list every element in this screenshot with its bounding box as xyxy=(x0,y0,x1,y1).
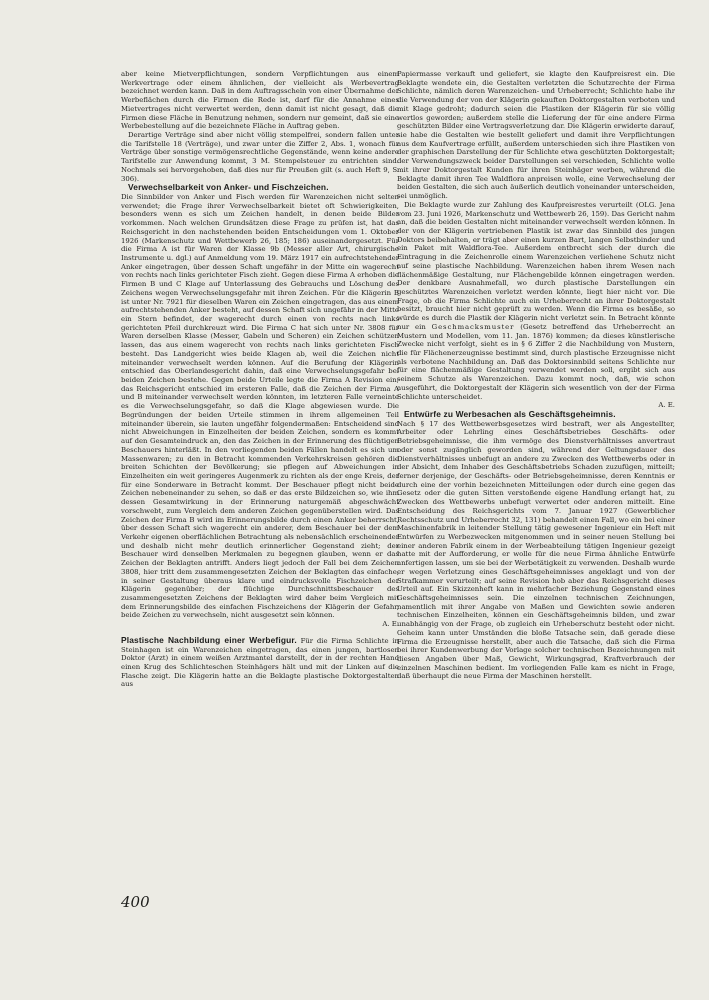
paragraph: Derartige Verträge sind aber nicht völlig stempelfrei, sondern fallen unter die Tarifstelle 18 (Verträge), und zwar unter die Ziffer 2, Abs. 1, wonach für Verträge über sonstige vermögensrechtliche Gegenstände, wenn keine andere Tarifstelle zur Anwendung kommt, 3 M. Stempelsteuer zu entrichten sind. Nochmals sei hervorgehoben, daß dies nur für Preußen gilt (s. auch Heft 9, S. 306). xyxy=(121,131,399,183)
page-number: 400 xyxy=(121,893,150,911)
author-signature: A. E. xyxy=(382,620,399,629)
section-heading-plastic-figure: Plastische Nachbildung einer Werbefigur. xyxy=(121,634,297,645)
paragraph: Papiermasse verkauft und geliefert, sie klagte den Kaufpreisrest ein. Die Beklagte wendete ein, die Gestalten verletzten die Schutzrechte der Firma Schlichte, nämlich deren Warenzeichen- und Urheberrecht; Schlichte habe ihr die Verwendung der von der Klägerin gekauften Doktorgestalten verboten und mit Klage gedroht; dadurch seien die Plastiken der Klägerin für sie völlig wertlos geworden; außerdem stelle die Lieferung der für eine andere Firma geschützten Bilder eine Vertragsverletzung dar. Die Klägerin erwiderte darauf, sie habe die Gestalten wie bestellt geliefert und damit ihre Verpflichtungen aus dem Kaufvertrage erfüllt, außerdem unterschieden sich ihre Plastiken von der graphischen Darstellung der für Schlichte etwa geschützten Doktorgestalt; der Verwendungszweck beider Darstellungen sei verschieden, Schlichte wolle mit ihrer Doktorgestalt Kunden für ihren Steinhäger werben, während die Beklagte damit ihren Tee Waldflora anpreisen wolle, eine Verwechselung der beiden Gestalten, die sich auch äußerlich deutlich voneinander unterscheiden, sei unmöglich. xyxy=(397,70,675,201)
paragraph: Nach § 17 des Wettbewerbsgesetzes wird bestraft, wer als Angestellter, Arbeiter oder Lehrling eines Geschäftsbetriebes Geschäfts- oder Betriebsgeheimnisse, die ihm vermöge des Dienstverhältnisses anvertraut oder sonst zugänglich geworden sind, während der Geltungsdauer des Dienstverhältnisses unbefugt an andere zu Zwecken des Wettbewerbs oder in der Absicht, dem Inhaber des Geschäftsbetriebs Schaden zuzufügen, mitteilt; ferner derjenige, der Geschäfts- oder Betriebsgeheimnisse, deren Kenntnis er durch eine der vorhin bezeichneten Mitteilungen oder durch eine gegen das Gesetz oder die guten Sitten verstoßende eigene Handlung erlangt hat, zu Zwecken des Wettbewerbs unbefugt verwertet oder anderen mitteilt. Eine Entscheidung des Reichsgerichts vom 7. Januar 1927 (Gewerblicher Rechtsschutz und Urheberrecht 32, 131) behandelt einen Fall, wo ein bei einer Maschinenfabrik in leitender Stellung tätig gewesener Ingenieur ein Heft mit Entwürfen zu Werbezwecken mitgenommen und in seiner neuen Stellung bei einer anderen Fabrik einem in der Werbeabteilung tätigen Ingenieur gezeigt hatte mit der Aufforderung, er wolle für die neue Firma ähnliche Entwürfe anfertigen lassen, um sie bei der Werbetätigkeit zu verwenden. Deshalb wurde er wegen Verletzung eines Geschäftsgeheimnisses angeklagt und von der Strafkammer verurteilt; auf seine Revision hob aber das Reichsgericht dieses Urteil auf. Ein Skizzenheft kann in mehrfacher Beziehung Gegenstand eines Geschäftsgeheimnisses sein. Die einzelnen technischen Zeichnungen, namentlich mit ihrer Angabe von Maßen und Gewichten sowie anderen technischen Einzelheiten, können ein Geschäftsgeheimnis bilden, und zwar unabhängig von der Frage, ob zugleich ein Urheberschutz besteht oder nicht. Geheim kann unter Umständen die bloße Tatsache sein, daß gerade diese Firma die Erzeugnisse herstellt, aber auch die Tatsache, daß sich die Firma bei ihrer Kundenwerbung der Vorlage solcher technischen Bezeichnungen mit diesen Angaben über Maß, Gewicht, Wirkungsgrad, Kraftverbrauch der einzelnen Maschinen bedient. Im vorliegenden Falle kam es nicht in Frage, daß überhaupt die neue Firma der Maschinen herstellt. xyxy=(397,419,675,681)
paragraph-text: (Gesetz betreffend das Urheberrecht an Mustern und Modellen, vom 11. Jan. 1876) kommen; da dieses künstlerische Zwecke nicht verfolgt, sieht es in § 6 Ziffer 2 die Nachbildung von Mustern, die für Flächenerzeugnisse bestimmt sind, durch plastische Erzeugnisse nicht als verbotene Nachbildung an. Daß das Doktorsinnbild seitens Schlichte nur für eine flächenmäßige Gestaltung verwendet werden soll, ergibt sich aus seinem Schutze als Warenzeichen. Dazu kommt noch, daß, wie schon ausgeführt, die Doktorgestalt der Klägerin sich wesentlich von der der Firma Schlichte unterscheidet. xyxy=(397,322,675,401)
paragraph xyxy=(397,201,675,402)
section-heading-trade-secret: Entwürfe zu Werbesachen als Geschäftsgeheimnis. xyxy=(404,409,616,420)
right-column xyxy=(397,70,675,900)
left-column xyxy=(121,70,399,930)
paragraph-text: Für die Firma Schlichte in Steinhagen ist ein Warenzeichen eingetragen, das einen jungen, bartlosen Doktor (Arzt) in einem weißen Arztmantel darstellt, der in der rechten Hand einen Krug des Schlichteschen Steinhägers hält und mit der Linken auf die Flasche zeigt. Die Klägerin hatte an die Beklagte plastische Doktorgestalten aus xyxy=(121,636,399,689)
paragraph: Die Sinnbilder von Anker und Fisch werden für Warenzeichen nicht selten verwendet; die Frage ihrer Verwechselbarkeit bietet oft Schwierigkeiten, besonders wenn es sich um Zeichen handelt, in denen beide Bilder vorkommen. Nach welchen Grundsätzen diese Frage zu prüfen ist, hat das Reichsgericht in den nachstehenden beiden Entscheidungen vom 1. Oktober 1926 (Markenschutz und Wettbewerb 26, 185; 186) auseinandergesetzt. Für die Firma A ist für Waren der Klasse 9b (Messer aller Art, chirurgische Instrumente u. dgl.) auf Anmeldung vom 19. März 1917 ein aufrechtstehender Anker eingetragen, über dessen Schaft ungefähr in der Mitte ein wagerecht von rechts nach links gerichteter Fisch zieht. Gegen diese Firma A erhoben die Firmen B und C Klage auf Unterlassung des Gebrauchs und Löschung des Zeichens wegen Verwechselungsgefahr mit ihren Zeichen. Für die Klägerin B ist unter Nr. 7921 für dieselben Waren ein Zeichen eingetragen, das aus einem aufrechtstehenden Anker besteht, auf dessen Schaft sich ungefähr in der Mitte ein Stern befindet, der wagerecht durch einen von rechts nach links gerichteten Pfeil durchkreuzt wird. Die Firma C hat sich unter Nr. 3808 für Waren derselben Klasse (Messer, Gabeln und Scheren) ein Zeichen schützen lassen, das aus einem wagerecht von rechts nach links gerichteten Fisch besteht. Das Landgericht wies beide Klagen ab, weil die Zeichen nicht miteinander verwechselt werden können. Auf die Berufung der Klägerin entschied das Oberlandesgericht dahin, daß eine Verwechselungsgefahr bei beiden Zeichen bestehe. Gegen beide Urteile legte die Firma A Revision ein; das Reichsgericht entschied im ersteren Falle, daß die Zeichen der Firma A und B miteinander verwechselt werden könnten, im letzteren Falle verneinte es die Verwechselungsgefahr, so daß die Klage abgewiesen wurde. Die Begründungen der beiden Urteile stimmen in ihrem allgemeinen Teil miteinander überein, sie lauten ungefähr folgendermaßen: Entscheidend sind nicht Abweichungen in Einzelheiten der beiden Zeichen, sondern es kommt auf den Gesamteindruck an, den das Zeichen in der Erinnerung des flüchtigen Beschauers hinterläßt. In den vorliegenden beiden Fällen handelt es sich um Massenwaren; zu den in Betracht kommenden Verkehrskreisen gehören die breiten Schichten der Bevölkerung; sie pflegen auf Abweichungen in Einzelheiten ein weit geringeres Augenmerk zu richten als der enge Kreis, der für eine Sonderware in Betracht kommt. Der Beschauer pflegt nicht beide Zeichen nebeneinander zu sehen, so daß er das erste Bildzeichen so, wie ihm dessen Gesamtwirkung in der Erinnerung naturgemäß abgeschwächt vorschwebt, zum Vergleich dem anderen Zeichen gegenüberstellen wird. Das Zeichen der Firma B wird im Erinnerungsbilde durch einen Anker beherrscht, über dessen Schaft sich wagerecht ein anderer, dem Beschauer bei der dem Verkehr eigenen oberflächlichen Betrachtung als nebensächlich erscheinender und deshalb nicht mehr deutlich erinnerlicher Gegenstand zieht; der Beschauer wird denselben Merkmalen zu begegnen glauben, wenn er das Zeichen der Beklagten antrifft. Anders liegt jedoch der Fall bei dem Zeichen 3808, hier tritt dem zusammengesetzten Zeichen der Beklagten das einfache, in seiner Gestaltung überaus klare und eindrucksvolle Fischzeichen der Klägerin gegenüber; der flüchtige Durchschnittsbeschauer des zusammengesetzten Zeichens der Beklagten wird daher beim Vergleich mit dem Erinnerungsbilde des einfachen Fischzeichens der Klägerin der Gefahr, beide Zeichen zu verwechseln, nicht ausgesetzt sein können. xyxy=(121,192,399,620)
author-signature: A. E. xyxy=(658,401,675,410)
section-paragraph-with-heading xyxy=(121,636,399,689)
paragraph: aber keine Mietverpflichtungen, sondern Verpflichtungen aus einem Werkvertrage oder einem ähnlichen, der vielleicht als Werbevertrag bezeichnet werden kann. Daß in dem Auftragsschein von einer Übernahme der Werbeflächen durch die Firmen die Rede ist, darf für die Annahme eines Mietvertrages nicht verwertet werden, denn damit ist nicht gesagt, daß die Firmen diese Fläche in Benutzung nehmen, sondern nur gemeint, daß sie eine Werbebestellung auf die bezeichnete Fläche in Auftrag geben. xyxy=(121,70,399,131)
emphasized-term: Geschmacksmuster xyxy=(431,322,515,331)
paragraph-text: Die Beklagte wurde zur Zahlung des Kaufpreisrestes verurteilt (OLG. Jena vom 23. Juni 1926, Markenschutz und Wettbewerb 26, 159). Das Gericht nahm an, daß die beiden Gestalten nicht miteinander verwechselt werden können. In der von der Klägerin vertriebenen Plastik ist zwar das Sinnbild des jungen Doktors beibehalten, er trägt aber einen kurzen Bart, langen Selbstbinder und ein Paket mit Waldflora-Tee. Außerdem entbrecht sich der durch die Eintragung in die Zeichenrolle einem Warenzeichen verliehene Schutz nicht auf seine plastische Nachbildung. Warenzeichen haben ihrem Wesen nach flächenmäßige Gestaltung, nur Flächengebilde können eingetragen werden. Der denkbare Ausnahmefall, wo durch plastische Darstellungen ein geschütztes Warenzeichen verletzt werden könnte, liegt hier nicht vor. Die Frage, ob die Firma Schlichte auch ein Urheberrecht an ihrer Doktorgestalt besitzt, braucht hier nicht geprüft zu werden. Wenn die Firma es besäße, so würde es durch die Plastik der Klägerin nicht verletzt sein. In Betracht könnte nur ein xyxy=(397,200,675,331)
section-heading-anchor-fish: Verwechselbarkeit von Anker- und Fischzeichen. xyxy=(128,182,329,193)
